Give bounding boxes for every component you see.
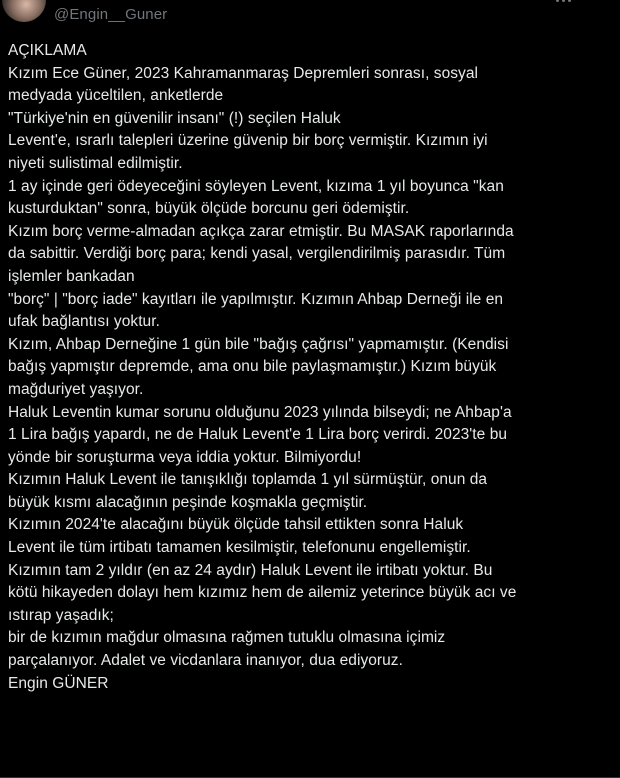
post-text-line: Levent ile tüm irtibatı tamamen kesilmiştir, telefonunu engellemiştir. [8,539,471,557]
avatar[interactable] [2,0,46,22]
post-text-line: Engin GÜNER [8,674,109,692]
post-text-line: Kızımın 2024'te alacağını büyük ölçüde tahsil ettikten sonra Haluk [8,516,464,534]
post-text-line: kusturduktan" sonra, büyük ölçüde borcunu geri ödemiştir. [8,200,410,218]
post-text-line: parçalanıyor. Adalet ve vicdanlara inanıyor, dua ediyoruz. [8,652,403,670]
dot-icon [562,0,565,2]
post-header [54,4,167,24]
post-text-line: Kızımın tam 2 yıldır (en az 24 aydır) Haluk Levent ile irtibatı yoktur. Bu [8,561,493,579]
post-text-line: niyeti sulistimal edilmiştir. [8,154,183,172]
post-text-line: Kızımın Haluk Levent ile tanışıklığı toplamda 1 yıl sürmüştür, onun da [8,471,488,489]
post-text-line: 1 ay içinde geri ödeyeceğini söyleyen Levent, kızıma 1 yıl boyunca "kan [8,177,504,195]
post-text-line: AÇIKLAMA [8,42,87,59]
post-text-line: büyük kısmı alacağının peşinde koşmakla geçmiştir. [8,493,368,511]
post-text-line: "borç" | "borç iade" kayıtları ile yapılmıştır. Kızımın Ahbap Derneği ile en [8,290,504,308]
post-text-line: Kızım borç verme-almadan açıkça zarar etmiştir. Bu MASAK raporlarında [8,222,514,240]
post-text-line: 1 Lira bağış yapardı, ne de Haluk Levent'e 1 Lira borç verirdi. 2023'te bu [8,426,508,444]
post-text-line: bağış yapmıştır depremde, ama onu bile paylaşmamıştır.) Kızım büyük [8,358,497,376]
post-text-line: Haluk Leventin kumar sorunu olduğunu 2023 yılında bilseydi; ne Ahbap'a [8,403,512,421]
post-text-line: "Türkiye'nin en güvenilir insanı" (!) seçilen Haluk [8,109,341,127]
dot-icon [556,0,559,2]
dot-icon [568,0,571,2]
post-text [8,40,608,695]
post-text-line: da sabittir. Verdiği borç para; kendi yasal, vergilendirilmiş parasıdır. Tüm [8,245,506,263]
post-text-line: kötü hikayeden dolayı hem kızımız hem de ailemiz yeterince büyük acı ve [8,584,517,602]
post-text-line: medyada yüceltilen, anketlerde [8,87,224,105]
post-text-line: yönde bir soruşturma veya iddia yoktur. Bilmiyordu! [8,448,362,466]
post-text-line: ıstırap yaşadık; [8,606,114,624]
post-text-line: bir de kızımın mağdur olmasına rağmen tutuklu olmasına içimiz [8,629,446,647]
post-text-line: mağduriyet yaşıyor. [8,380,144,398]
post-text-line: Levent'e, ısrarlı talepleri üzerine güvenip bir borç vermiştir. Kızımın iyi [8,132,488,150]
post-text-line: Kızım, Ahbap Derneğine 1 gün bile "bağış çağrısı" yapmamıştır. (Kendisi [8,335,509,353]
post-text-line: işlemler bankadan [8,267,135,285]
post-text-line: Kızım Ece Güner, 2023 Kahramanmaraş Depremleri sonrası, sosyal [8,64,479,82]
user-handle[interactable]: @Engin__Guner [54,5,168,23]
post-text-line: ufak bağlantısı yoktur. [8,313,160,331]
more-options-icon[interactable] [556,0,576,4]
